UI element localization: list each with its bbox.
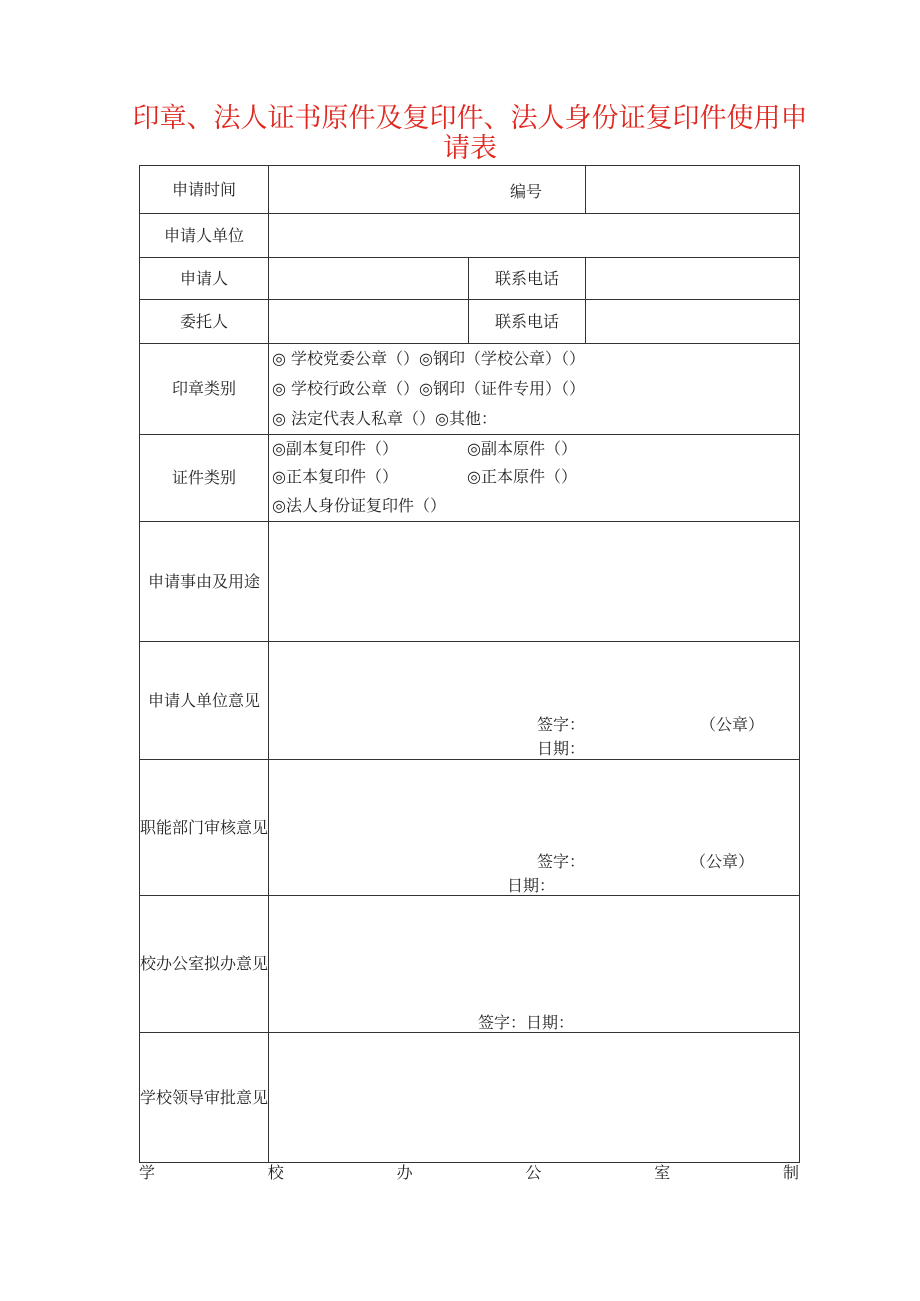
applicant-unit-cell[interactable] (269, 214, 800, 258)
footer-char: 学 (139, 1163, 156, 1182)
phone-label-2: 联系电话 (469, 300, 586, 344)
seal-type-label: 印章类别 (140, 344, 269, 435)
applicant-label: 申请人 (140, 258, 269, 300)
footer-char: 办 (396, 1163, 413, 1182)
row-unit-opinion (140, 642, 800, 760)
cert-type-label: 证件类别 (140, 435, 269, 522)
row-trustee (140, 300, 800, 344)
dept-opinion-cell[interactable] (269, 760, 800, 896)
office-opinion-cell[interactable] (269, 896, 800, 1033)
row-applicant-unit (140, 214, 800, 258)
application-form-table (139, 165, 800, 1163)
cert-option[interactable]: ◎正本原件（） (467, 467, 577, 486)
applicant-unit-label: 申请人单位 (140, 214, 269, 258)
footer-issuer (139, 1160, 799, 1182)
phone-label-1: 联系电话 (469, 258, 586, 300)
seal-option-line[interactable]: ◎ 法定代表人私章（）◎其他： (272, 409, 498, 428)
seal-option-line[interactable]: ◎ 学校党委公章（）◎钢印（学校公章）（） (272, 349, 586, 368)
cert-type-options (269, 435, 800, 522)
row-reason (140, 522, 800, 642)
cert-option[interactable]: ◎副本原件（） (467, 439, 577, 458)
unit-opinion-label: 申请人单位意见 (140, 642, 269, 760)
footer-char: 公 (525, 1163, 542, 1182)
cert-option[interactable]: ◎副本复印件（） (272, 439, 398, 458)
row-leader-opinion (140, 1033, 800, 1163)
trustee-label: 委托人 (140, 300, 269, 344)
leader-opinion-cell[interactable] (269, 1033, 800, 1163)
serial-no-cell[interactable] (586, 166, 800, 214)
official-seal-label: （公章） (690, 852, 755, 871)
row-apply-time (140, 166, 800, 214)
reason-cell[interactable] (269, 522, 800, 642)
unit-opinion-cell[interactable] (269, 642, 800, 760)
applicant-cell[interactable] (269, 258, 469, 300)
serial-no-label: 编号 (510, 182, 543, 201)
office-opinion-label: 校办公室拟办意见 (140, 896, 269, 1033)
trustee-cell[interactable] (269, 300, 469, 344)
row-dept-opinion (140, 760, 800, 896)
date-label: 日期： (537, 739, 586, 758)
row-seal-type (140, 344, 800, 435)
footer-char: 制 (782, 1163, 799, 1182)
phone-cell-1[interactable] (586, 258, 800, 300)
apply-time-cell[interactable] (269, 166, 586, 214)
cert-option[interactable]: ◎法人身份证复印件（） (272, 496, 446, 515)
apply-time-label: 申请时间 (140, 166, 269, 214)
date-label: 日期： (507, 876, 556, 895)
seal-type-options (269, 344, 800, 435)
official-seal-label: （公章） (700, 715, 765, 734)
leader-opinion-label: 学校领导审批意见 (140, 1033, 269, 1163)
footer-char: 校 (267, 1163, 284, 1182)
row-office-opinion (140, 896, 800, 1033)
phone-cell-2[interactable] (586, 300, 800, 344)
reason-label: 申请事由及用途 (140, 522, 269, 642)
sign-label: 签字： (537, 715, 586, 734)
cert-option[interactable]: ◎正本复印件（） (272, 467, 398, 486)
row-cert-type (140, 435, 800, 522)
dept-opinion-label: 职能部门审核意见 (140, 760, 269, 896)
footer-char: 室 (654, 1163, 671, 1182)
sign-date-label: 签字：日期： (478, 1013, 575, 1032)
sign-label: 签字： (537, 852, 586, 871)
seal-option-line[interactable]: ◎ 学校行政公章（）◎钢印（证件专用）（） (272, 379, 586, 398)
form-title: 印章、法人证书原件及复印件、法人身份证复印件使用申请表 (132, 103, 808, 164)
row-applicant (140, 258, 800, 300)
